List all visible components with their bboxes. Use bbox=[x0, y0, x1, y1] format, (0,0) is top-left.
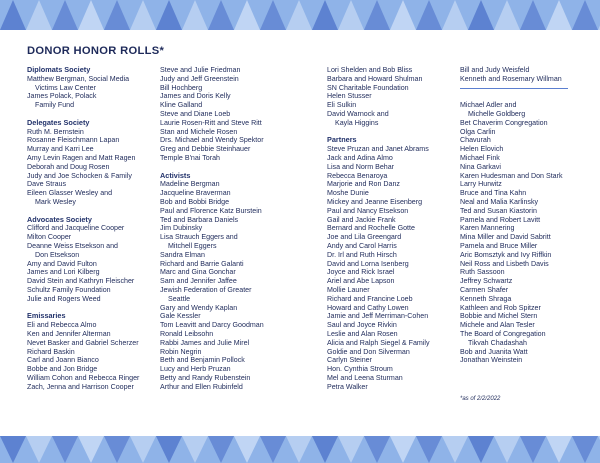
donor-name: Lisa Strauch Eggers and bbox=[160, 233, 238, 242]
donor-name: Drs. Michael and Wendy Spektor bbox=[160, 136, 264, 145]
donor-name: Eileen Glasser Wesley and bbox=[27, 189, 113, 198]
donor-name: Greg and Debbie Steinhauer bbox=[160, 145, 251, 154]
donor-name: James and Doris Kelly bbox=[160, 92, 231, 101]
donor-name: Goldie and Don Silverman bbox=[327, 347, 410, 356]
donor-name: Larry Hurwitz bbox=[460, 180, 502, 189]
donor-name: Paul and Florence Katz Burstein bbox=[160, 206, 262, 215]
donor-name: Richard Baskin bbox=[27, 347, 75, 356]
section-heading: Emissaries bbox=[27, 311, 66, 321]
donor-name: Rabbi James and Julie Mirel bbox=[160, 338, 250, 347]
donor-name: Ken and Jennifer Alterman bbox=[27, 329, 111, 338]
donor-name: Bob and Bobbi Bridge bbox=[160, 197, 230, 206]
donor-name: Bernard and Rochelle Gotte bbox=[327, 224, 415, 233]
donor-name: Mollie Launer bbox=[327, 285, 370, 294]
donor-name: Jonathan Weinstein bbox=[460, 356, 523, 365]
donor-name: Neal and Malia Karlinsky bbox=[460, 197, 539, 206]
donor-name: Steve and Diane Loeb bbox=[160, 109, 231, 118]
donor-name: Rebecca Benaroya bbox=[327, 171, 388, 180]
footnote: *as of 2/2/2022 bbox=[460, 396, 501, 402]
donor-name: Mickey and Jeanne Eisenberg bbox=[327, 197, 423, 206]
donor-name: Tom Leavitt and Darcy Goodman bbox=[160, 321, 264, 330]
donor-name: Richard and Francine Loeb bbox=[327, 294, 413, 303]
donor-name: Bruce and Tina Kahn bbox=[460, 189, 527, 198]
donor-name: Murray and Karri Lee bbox=[27, 145, 94, 154]
donor-name: Karen Mannering bbox=[460, 224, 515, 233]
donor-name: Sandra Elman bbox=[160, 250, 205, 259]
section-heading: Delegates Society bbox=[27, 117, 90, 127]
donor-name: Joe and Lila Greengard bbox=[327, 233, 402, 242]
donor-name: Bill and Judy Weisfeld bbox=[460, 66, 530, 74]
donor-name: Dave Straus bbox=[27, 180, 67, 189]
donor-name: Mina Miller and David Sabritt bbox=[460, 233, 551, 242]
donor-name: Nevet Basker and Gabriel Scherzer bbox=[27, 338, 139, 347]
donor-name: Pamela and Bruce Miller bbox=[460, 241, 538, 250]
donor-name: Family Fund bbox=[35, 101, 75, 110]
donor-name: Betty and Randy Rubenstein bbox=[160, 373, 251, 382]
donor-name: Judy and Jeff Greenstein bbox=[160, 74, 239, 83]
donor-name: Seattle bbox=[168, 294, 191, 303]
donor-name: Helen Stusser bbox=[327, 92, 372, 101]
spacer bbox=[460, 92, 563, 101]
donor-name: Paul and Nancy Etsekson bbox=[327, 206, 409, 215]
donor-name: Jacqueline Braverman bbox=[160, 189, 231, 198]
donor-name: Rosanne Fleischmann Lapan bbox=[27, 136, 120, 145]
donor-name: Temple B'nai Torah bbox=[160, 153, 220, 162]
donor-name: Matthew Bergman, Social Media bbox=[27, 74, 130, 83]
donor-name: Helen Elovich bbox=[460, 145, 504, 154]
donor-name: Deborah and Doug Rosen bbox=[27, 162, 110, 171]
donor-name: Pamela and Robert Lavitt bbox=[460, 215, 541, 224]
donor-name: Barbara and Howard Shulman bbox=[327, 74, 423, 83]
donor-name: Ted and Barbara Daniels bbox=[160, 215, 239, 224]
donor-name: Carl and Joann Bianco bbox=[27, 356, 99, 365]
donor-name: Mark Wesley bbox=[35, 197, 76, 206]
donor-name: Tikvah Chadashah bbox=[468, 338, 527, 347]
donor-name: Madeline Bergman bbox=[160, 180, 220, 189]
donor-name: Michelle Goldberg bbox=[468, 109, 526, 118]
donor-name: Robin Negrin bbox=[160, 347, 202, 356]
donor-name: Don Etsekson bbox=[35, 250, 80, 259]
donor-name: Bill Hochberg bbox=[160, 83, 203, 92]
donor-name: Mel and Leena Sturman bbox=[327, 373, 403, 382]
donor-name: Neil Ross and Lisbeth Davis bbox=[460, 259, 549, 268]
donor-name: Saul and Joyce Rivkin bbox=[327, 321, 397, 330]
donor-name: Marc and Gina Gonchar bbox=[160, 268, 236, 277]
donor-name: Howard and Cathy Lowen bbox=[327, 303, 409, 312]
donor-name: Lucy and Herb Pruzan bbox=[160, 365, 231, 374]
donor-name: Schultz Family Foundation bbox=[27, 285, 111, 294]
donor-name: Gary and Wendy Kaplan bbox=[160, 303, 238, 312]
donor-name: David Warnock and bbox=[327, 109, 389, 118]
donor-name: Chavurah bbox=[460, 136, 491, 145]
donor-name: Jack and Adina Almo bbox=[327, 153, 393, 162]
donor-name: Bobbie and Michel Stern bbox=[460, 312, 538, 321]
donor-name: Ariel and Abe Lapson bbox=[327, 277, 395, 286]
honor-roll-column-3 bbox=[327, 66, 430, 391]
top-band-pattern bbox=[0, 0, 600, 30]
donor-name: Zach, Jenna and Harrison Cooper bbox=[27, 382, 134, 391]
top-triangle-band bbox=[0, 0, 600, 30]
donor-name: Olga Carlin bbox=[460, 127, 496, 136]
donor-name: Marjorie and Ron Danz bbox=[327, 180, 400, 189]
donor-name: Deanne Weiss Etsekson and bbox=[27, 241, 118, 250]
donor-name: Ted and Susan Kiastorin bbox=[460, 206, 537, 215]
donor-name: Victims Law Center bbox=[35, 83, 96, 92]
donor-name: Dr. Irl and Ruth Hirsch bbox=[327, 250, 397, 259]
donor-name: Arthur and Ellen Rubinfeld bbox=[160, 382, 243, 391]
donor-name: Gale Kessler bbox=[160, 312, 201, 321]
donor-name: Kathleen and Rob Spitzer bbox=[460, 303, 541, 312]
donor-name: James Polack, Polack bbox=[27, 92, 97, 101]
donor-name: Clifford and Jacqueline Cooper bbox=[27, 224, 125, 233]
page-heading: DONOR HONOR ROLLS* bbox=[27, 45, 165, 57]
honor-roll-column-4 bbox=[460, 66, 563, 365]
donor-name: Nina Garkavi bbox=[460, 162, 502, 171]
donor-name: Kayla Higgins bbox=[335, 118, 379, 127]
donor-name: Leslie and Alan Rosen bbox=[327, 329, 398, 338]
donor-name: Bet Chaverim Congregation bbox=[460, 118, 548, 127]
donor-name: Eli Sulkin bbox=[327, 101, 357, 110]
donor-name: Andy and Carol Harris bbox=[327, 241, 397, 250]
donor-name: William Cohon and Rebecca Ringer bbox=[27, 373, 140, 382]
donor-name: Jim Dubinsky bbox=[160, 224, 203, 233]
donor-name: Steve Pruzan and Janet Abrams bbox=[327, 145, 429, 154]
donor-name: Jewish Federation of Greater bbox=[160, 285, 252, 294]
donor-name: Judy and Joe Schocken & Family bbox=[27, 171, 132, 180]
donor-name: Hon. Cynthia Stroum bbox=[327, 365, 393, 374]
donor-name: Stan and Michele Rosen bbox=[160, 127, 238, 136]
section-heading: Activists bbox=[160, 170, 191, 180]
donor-name: Bob and Juanita Watt bbox=[460, 347, 528, 356]
donor-name: Kenneth Shraga bbox=[460, 294, 512, 303]
donor-name: Amy and David Fulton bbox=[27, 259, 97, 268]
donor-name: Richard and Barrie Galanti bbox=[160, 259, 244, 268]
donor-name: Lori Shelden and Bob Bliss bbox=[327, 66, 413, 74]
donor-name: Bobbe and Jon Bridge bbox=[27, 365, 98, 374]
donor-name: Karen Hudesman and Don Stark bbox=[460, 171, 563, 180]
donor-name: Ronald Leibsohn bbox=[160, 329, 214, 338]
section-heading: Diplomats Society bbox=[27, 65, 91, 74]
donor-name: Jeffrey Schwartz bbox=[460, 277, 513, 286]
donor-name: Carmen Shafer bbox=[460, 285, 509, 294]
donor-name: The Board of Congregation bbox=[460, 329, 546, 338]
divider bbox=[460, 84, 563, 93]
donor-name: Ruth M. Bernstein bbox=[27, 127, 84, 136]
donor-name: David Stein and Kathryn Fleischer bbox=[27, 277, 135, 286]
donor-name: Julie and Rogers Weed bbox=[27, 294, 101, 303]
donor-name: Joyce and Rick Israel bbox=[327, 268, 395, 277]
donor-name: Amy Levin Ragen and Matt Ragen bbox=[27, 153, 136, 162]
donor-name: Mitchell Eggers bbox=[168, 241, 217, 250]
donor-name: SN Charitable Foundation bbox=[327, 83, 409, 92]
donor-name: Ruth Sassoon bbox=[460, 268, 505, 277]
donor-name: Moshe Dunie bbox=[327, 189, 369, 198]
section-heading: Partners bbox=[327, 135, 357, 145]
honor-roll-column-1 bbox=[27, 66, 139, 391]
donor-name: Steve and Julie Friedman bbox=[160, 66, 241, 74]
donor-name: Sam and Jennifer Jaffee bbox=[160, 277, 237, 286]
donor-name: Eli and Rebecca Almo bbox=[27, 321, 97, 330]
donor-name: David and Lorna Isenberg bbox=[327, 259, 409, 268]
donor-name: Aric Bomsztyk and Ivy Riffkin bbox=[460, 250, 552, 259]
donor-name: Alicia and Ralph Siegel & Family bbox=[327, 338, 430, 347]
donor-name: Carlyn Steiner bbox=[327, 356, 372, 365]
donor-name: Lisa and Norm Behar bbox=[327, 162, 395, 171]
donor-name: Michael Fink bbox=[460, 153, 500, 162]
donor-name: Kenneth and Rosemary Willman bbox=[460, 74, 562, 83]
bottom-triangle-band bbox=[0, 436, 600, 463]
donor-name: Kline Galland bbox=[160, 101, 203, 110]
donor-name: Milton Cooper bbox=[27, 233, 72, 242]
donor-name: Jamie and Jeff Merriman-Cohen bbox=[327, 312, 429, 321]
bottom-band-pattern bbox=[0, 436, 600, 463]
donor-name: Michael Adler and bbox=[460, 101, 517, 110]
donor-name: Michele and Alan Tesler bbox=[460, 321, 535, 330]
donor-name: Beth and Benjamin Pollock bbox=[160, 356, 245, 365]
donor-name: Laurie Rosen-Ritt and Steve Ritt bbox=[160, 118, 262, 127]
donor-name: Gail and Jackie Frank bbox=[327, 215, 396, 224]
donor-name: Petra Walker bbox=[327, 382, 368, 391]
donor-name: James and Lori Kilberg bbox=[27, 268, 100, 277]
section-heading: Advocates Society bbox=[27, 214, 92, 224]
honor-roll-column-2 bbox=[160, 66, 264, 391]
